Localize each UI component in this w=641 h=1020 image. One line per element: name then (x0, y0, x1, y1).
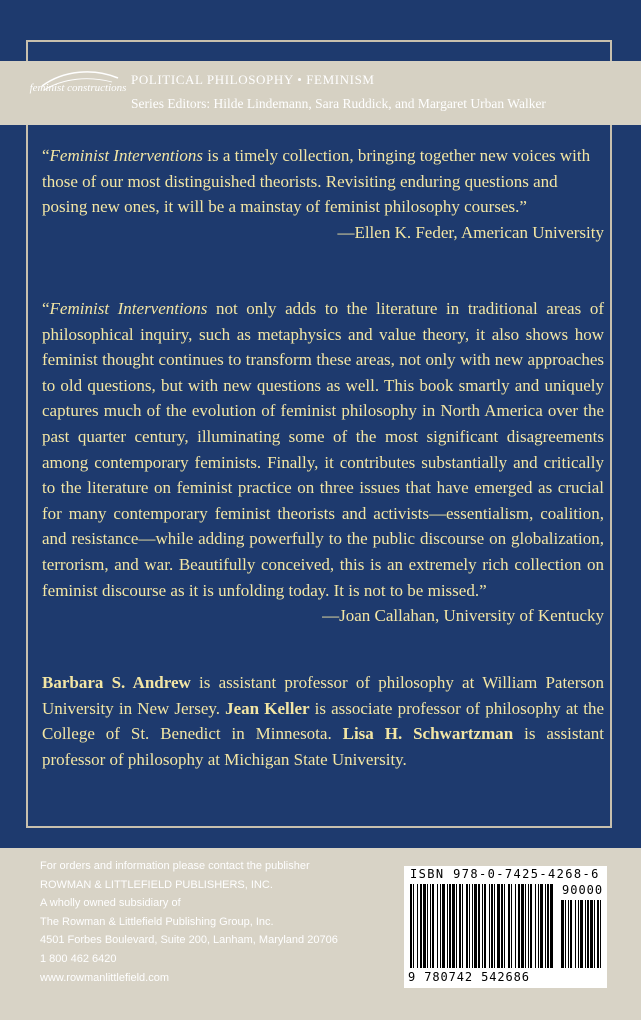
series-subject: POLITICAL PHILOSOPHY • FEMINISM (131, 72, 375, 87)
publisher-line: ROWMAN & LITTLEFIELD PUBLISHERS, INC. (40, 878, 273, 891)
quote-attribution (42, 220, 604, 246)
publisher-website: www.rowmanlittlefield.com (40, 971, 169, 984)
publisher-line: A wholly owned subsidiary of (40, 897, 181, 910)
author-name: Jean Keller (225, 698, 310, 718)
quote-body: not only adds to the literature in traditional areas of philosophical inquiry, such as metaphysics and value theory, it also shows how feminist thought continues to transform these areas, not only with new approaches to old questions, but with new questions as well. This book smartly and uniquely captures much of the evolution of feminist philosophy in North America over the past quarter century, illuminating some of the most significant disagreements among contemporary feminists. Finally, it contributes substantially and critically to the literature on feminist practice on three issues that have emerged as crucial for many contemporary feminist theorists and activists—essentialism, coalition, and resistance—while adding powerfully to the public discourse on globalization, terrorism, and war. Beautifully conceived, this is an extremely rich collection on feminist discourse as it is unfolding today. It is not to be missed.” (42, 299, 604, 600)
quote-body: is a timely collection, bringing together new voices with those of our most distinguished theorists. Revisiting enduring questions and posing new ones, it will be a mainstay of feminist philosophy courses.” (42, 146, 591, 217)
author-bio-text: is associate professor of philosophy at the College of St. Benedict in Minnesota. (42, 698, 605, 744)
publisher-line: 4501 Forbes Boulevard, Suite 200, Lanham, Maryland 20706 (40, 934, 338, 947)
barcode-bars-icon (408, 882, 604, 970)
quote-open-mark: “ (42, 146, 50, 165)
book-title: Feminist Interventions (49, 299, 208, 318)
author-bio-text: is assistant professor of philosophy at William Paterson University in New Jersey. (42, 673, 604, 718)
author-name: Barbara S. Andrew (42, 673, 191, 692)
attribution-name: —Ellen K. Feder (337, 222, 454, 242)
series-logo-text: feminist constructions (29, 82, 127, 94)
blurb-quote-2 (42, 296, 604, 629)
quote-attribution (322, 603, 604, 629)
publisher-line: 1 800 462 6420 (40, 952, 117, 965)
quote-open-mark: “ (42, 299, 50, 318)
price-code: 90000 (562, 883, 604, 897)
author-name: Lisa H. Schwartzman (342, 724, 514, 744)
isbn-text: ISBN 978-0-7425-4268-6 (410, 867, 600, 881)
publisher-line: The Rowman & Littlefield Publishing Group, Inc. (40, 915, 274, 928)
publisher-line: For orders and information please contact the publisher (40, 860, 310, 872)
author-bio-text: is assistant professor of philosophy at Michigan State University. (42, 724, 604, 769)
publisher-info (40, 857, 390, 987)
ean-digits: 9 780742 542686 (408, 970, 530, 984)
attribution-name: —Joan Callahan (322, 606, 435, 626)
blurb-quote-1 (42, 143, 604, 245)
book-title: Feminist Interventions (49, 146, 203, 165)
attribution-affiliation: , American University (453, 222, 604, 242)
author-bios (42, 670, 604, 772)
attribution-affiliation: , University of Kentucky (434, 606, 604, 626)
series-editors: Series Editors: Hilde Lindemann, Sara Ruddick, and Margaret Urban Walker (131, 96, 546, 111)
